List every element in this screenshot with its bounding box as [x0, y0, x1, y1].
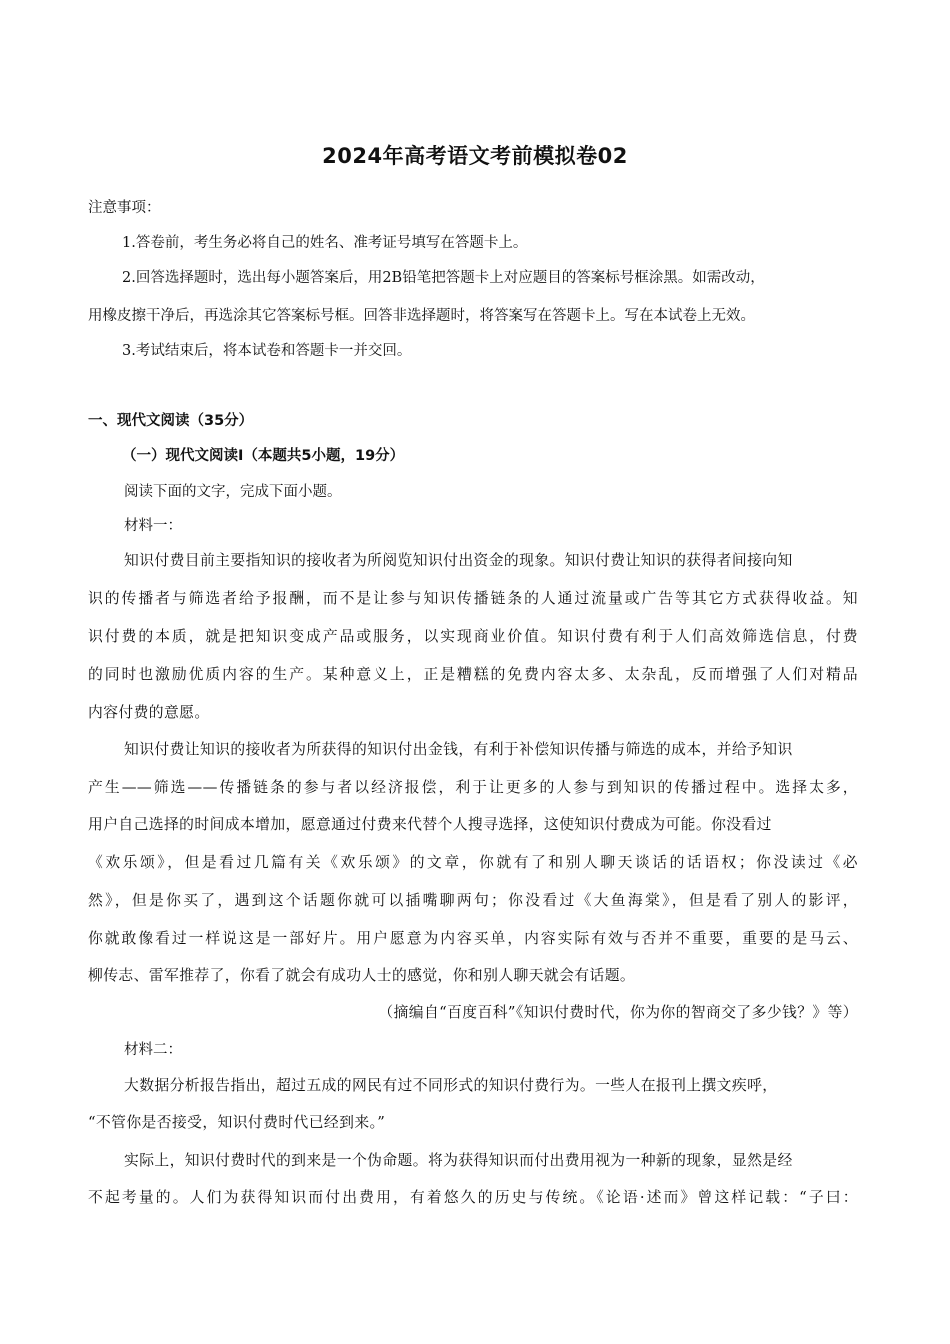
paragraph-line: 产生——筛选——传播链条的参与者以经济报偿，利于让更多的人参与到知识的传播过程中。选择太多，	[88, 779, 858, 796]
paragraph-line: 知识付费目前主要指知识的接收者为所阅览知识付出资金的现象。知识付费让知识的获得者间接向知	[124, 552, 793, 569]
paragraph-line: 的同时也激励优质内容的生产。某种意义上，正是糟糕的免费内容太多、太杂乱，反而增强了人们对精品	[88, 666, 858, 683]
section-instruction: 阅读下面的文字，完成下面小题。	[124, 484, 342, 500]
paragraph-line: 《欢乐颂》，但是看过几篇有关《欢乐颂》的文章，你就有了和别人聊天谈话的话语权；你没读过《必	[88, 854, 858, 871]
material1-label: 材料一：	[124, 518, 182, 534]
paragraph-line: 识付费的本质，就是把知识变成产品或服务，以实现商业价值。知识付费有利于人们高效筛选信息，付费	[88, 628, 858, 645]
paragraph-line: 知识付费让知识的接收者为所获得的知识付出金钱，有利于补偿知识传播与筛选的成本，并给予知识	[124, 741, 793, 758]
paragraph-line: 大数据分析报告指出，超过五成的网民有过不同形式的知识付费行为。一些人在报刊上撰文疾呼，	[124, 1077, 778, 1094]
paragraph-line: 实际上，知识付费时代的到来是一个伪命题。将为获得知识而付出费用视为一种新的现象，显然是经	[124, 1152, 793, 1169]
notice-heading: 注意事项：	[88, 200, 161, 216]
page-title: 2024年高考语文考前模拟卷02	[322, 144, 628, 168]
paragraph-line: 你就敢像看过一样说这是一部好片。用户愿意为内容买单，内容实际有效与否并不重要，重要的是马云、	[88, 930, 858, 947]
paragraph-line: 柳传志、雷军推荐了，你看了就会有成功人士的感觉，你和别人聊天就会有话题。	[88, 967, 636, 984]
material2-label: 材料二：	[124, 1042, 182, 1058]
notice-item-2: 2.回答选择题时，选出每小题答案后，用2B铅笔把答题卡上对应题目的答案标号框涂黑。如需改动，	[122, 270, 765, 286]
paragraph-line: “不管你是否接受，知识付费时代已经到来。”	[88, 1114, 386, 1131]
notice-item-1: 1.答卷前，考生务必将自己的姓名、准考证号填写在答题卡上。	[122, 235, 528, 251]
paragraph-line: 用户自己选择的时间成本增加，愿意通过付费来代替个人搜寻选择，这使知识付费成为可能。你没看过	[88, 816, 772, 833]
notice-item-2-cont: 用橡皮擦干净后，再选涂其它答案标号框。回答非选择题时，将答案写在答题卡上。写在本试卷上无效。	[88, 308, 755, 324]
paragraph-line: 内容付费的意愿。	[88, 704, 210, 721]
section-subheading: （一）现代文阅读Ⅰ（本题共5小题，19分）	[122, 448, 405, 464]
paragraph-line: 然》，但是你买了，遇到这个话题你就可以插嘴聊两句；你没看过《大鱼海棠》，但是看了别人的影评，	[88, 892, 858, 909]
material1-source: （摘编自“百度百科”《知识付费时代，你为你的智商交了多少钱？》等）	[378, 1004, 858, 1021]
section-heading: 一、现代文阅读（35分）	[88, 413, 254, 429]
paragraph-line: 不起考量的。人们为获得知识而付出费用，有着悠久的历史与传统。《论语·述而》曾这样记载：“子曰：	[88, 1189, 858, 1206]
paragraph-line: 识的传播者与筛选者给予报酬，而不是让参与知识传播链条的人通过流量或广告等其它方式获得收益。知	[88, 590, 858, 607]
notice-item-3: 3.考试结束后，将本试卷和答题卡一并交回。	[122, 343, 412, 359]
